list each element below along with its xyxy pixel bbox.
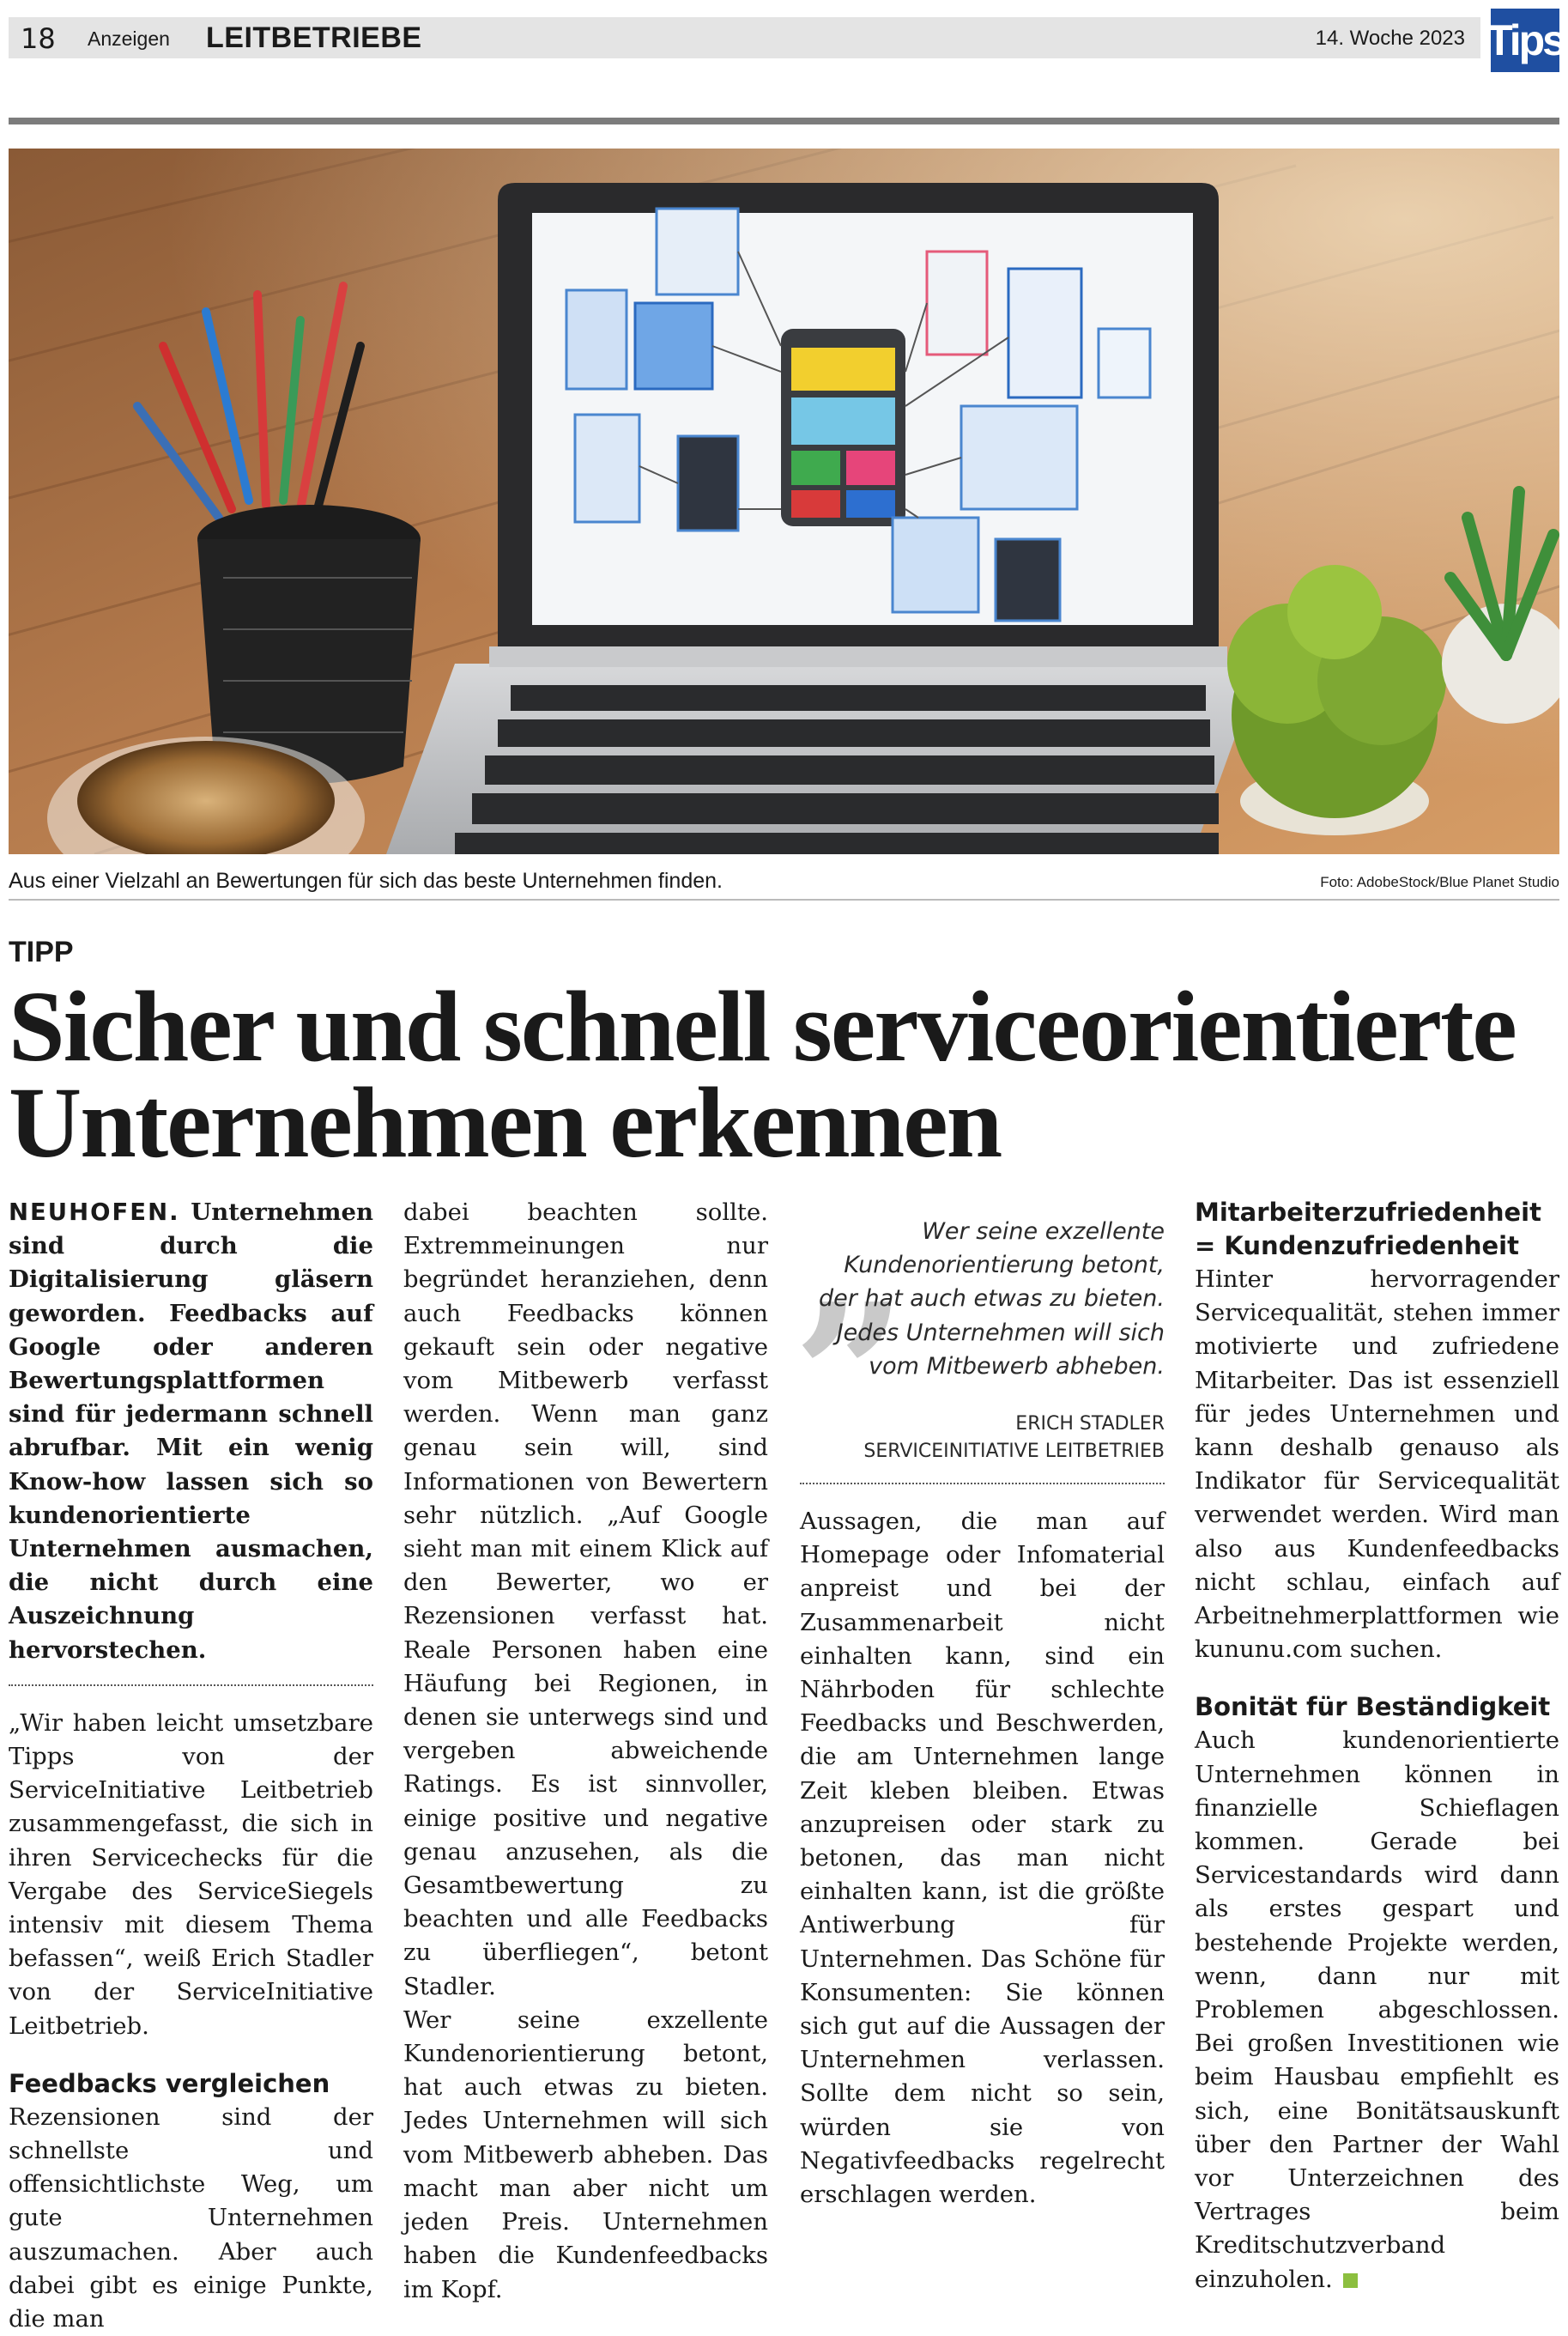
section-title: LEITBETRIEBE [206, 21, 422, 54]
page-number: 18 [21, 22, 56, 55]
body-paragraph: „Wir haben leicht umsetzbare Tipps von der ServiceInitiative Leitbetrieb zusammengefasst, die sich in ihren Servicechecks für die Vergabe des ServiceSiegels intensiv mit diesem Thema befassen“, weiß Erich Stadler von der ServiceInitiative Leitbetrieb. [9, 1708, 373, 2040]
photo-caption: Aus einer Vielzahl an Bewertungen für sich das beste Unternehmen finden. [9, 869, 723, 893]
article-kicker: TIPP [9, 936, 74, 968]
article-photo [9, 149, 1559, 854]
body-paragraph [1195, 1724, 1559, 2296]
article-column-2 [403, 1196, 768, 2307]
body-paragraph: Rezensionen sind der schnellste und offensichtlichste Weg, um gute Unternehmen auszumachen. Aber auch dabei gibt es einige Punkte, die man [9, 2102, 373, 2333]
lead-paragraph [9, 1196, 373, 1667]
subhead-mitarbeiter: Mitarbeiterzufriedenheit = Kundenzufriedenheit [1195, 1198, 1541, 1260]
lead-text: Unternehmen sind durch die Digitalisierung gläsern geworden. Feedbacks auf Google oder anderen Bewertungsplattformen sind für jedermann schnell abrufbar. Mit ein wenig Know-how lassen sich so kundenorientierte Unternehmen ausmachen, die nicht durch eine Auszeichnung hervorstechen. [9, 1198, 373, 1664]
dateline: NEUHOFEN. [9, 1198, 180, 1226]
article-headline: Sicher und schnell serviceorientierte Unternehmen erkennen [9, 970, 1516, 1179]
page-header [9, 17, 1480, 58]
article-column-1 [9, 1196, 373, 2336]
header-divider [9, 118, 1559, 124]
issue-week: 14. Woche 2023 [1315, 27, 1465, 50]
ads-label: Anzeigen [88, 27, 170, 50]
quote-author-name: ERICH STADLER [1015, 1413, 1165, 1435]
article-column-3 [796, 1148, 1165, 2212]
body-paragraph: Wer seine exzellente Kundenorientierung betont, hat auch etwas zu bieten. Jedes Unternehmen will sich vom Mitbewerb abheben. Das macht man aber nicht um jeden Preis. Unternehmen haben die Kundenfeedbacks im Kopf. [403, 2005, 768, 2303]
caption-divider [9, 899, 1559, 901]
pull-quote-text: Wer seine exzellente Kundenorientierung betont, der hat auch etwas zu bieten. Jedes Unternehmen will sich vom Mitbewerb abheben. [819, 1218, 1165, 1380]
body-paragraph: Hinter hervorragender Servicequalität, stehen immer motivierte und zufriedene Mitarbeiter. Das ist essenziell für jedes Unternehmen und kann deshalb genauso als Indikator für Servicequalität verwendet werden. Wird man also aus Kundenfeedbacks nicht schlau, einfach auf Arbeitnehmerplattformen wie kununu.com suchen. [1195, 1265, 1559, 1664]
laptop-desk-illustration [9, 149, 1559, 854]
photo-credit: Foto: AdobeStock/Blue Planet Studio [1320, 874, 1559, 890]
article-column-4 [1195, 1196, 1559, 2297]
subhead-feedbacks: Feedbacks vergleichen [9, 2068, 330, 2098]
dotted-divider [9, 1684, 373, 1686]
body-paragraph: Aussagen, die man auf Homepage oder Infomaterial anpreist und bei der Zusammenarbeit nicht einhalten kann, sind ein Nährboden für schlechte Feedbacks und Beschwerden, die am Unternehmen lange Zeit kleben bleiben. Etwas anzupreisen oder stark zu betonen, das man nicht einhalten kann, ist die größte Antiwerbung für Unternehmen. Das Schöne für Konsumenten: Sie können sich gut auf die Aussagen der Unternehmen verlassen. Sollte dem nicht so sein, würden sie von Negativfeedbacks regelrecht erschlagen werden. [800, 1508, 1165, 2209]
quote-mark-icon: „ [796, 1148, 911, 1380]
laptop [386, 183, 1262, 854]
quote-author-org: SERVICEINITIATIVE LEITBETRIEB [863, 1441, 1165, 1463]
subhead-bonitaet: Bonität für Beständigkeit [1195, 1692, 1551, 1722]
tips-logo: Tips [1491, 9, 1559, 72]
pull-quote [796, 1148, 1165, 1465]
end-square-icon [1343, 2273, 1358, 2288]
quote-author [800, 1411, 1165, 1465]
body-paragraph: dabei beachten sollte. Extremmeinungen nur begründet heranziehen, denn auch Feedbacks können gekauft sein oder negative vom Mitbewerb verfasst werden. Wenn man ganz genau sein will, sind Informationen von Bewertern sehr nützlich. „Auf Google sieht man mit einem Klick auf den Bewerter, wo er Rezensionen verfasst hat. Reale Personen haben eine Häufung bei Regionen, in denen sie unterwegs sind und vergeben abweichende Ratings. Es ist sinnvoller, einige positive und negative genau anzusehen, als die Gesamtbewertung zu beachten und alle Feedbacks zu überfliegen“, betont Stadler. [403, 1198, 768, 2000]
dotted-divider [800, 1483, 1165, 1484]
body-text: Auch kundenorientierte Unternehmen können in finanzielle Schieflagen kommen. Gerade bei Servicestandards wird dann als erstes gespart und bestehende Projekte werden, wenn, dann nur mit Problemen abgeschlossen. Bei großen Investitionen wie beim Hausbau empfiehlt es sich, eine Bonitätsauskunft über den Partner der Wahl vor Unterzeichnen des Vertrages beim Kreditschutzverband einzuholen. [1195, 1726, 1559, 2293]
